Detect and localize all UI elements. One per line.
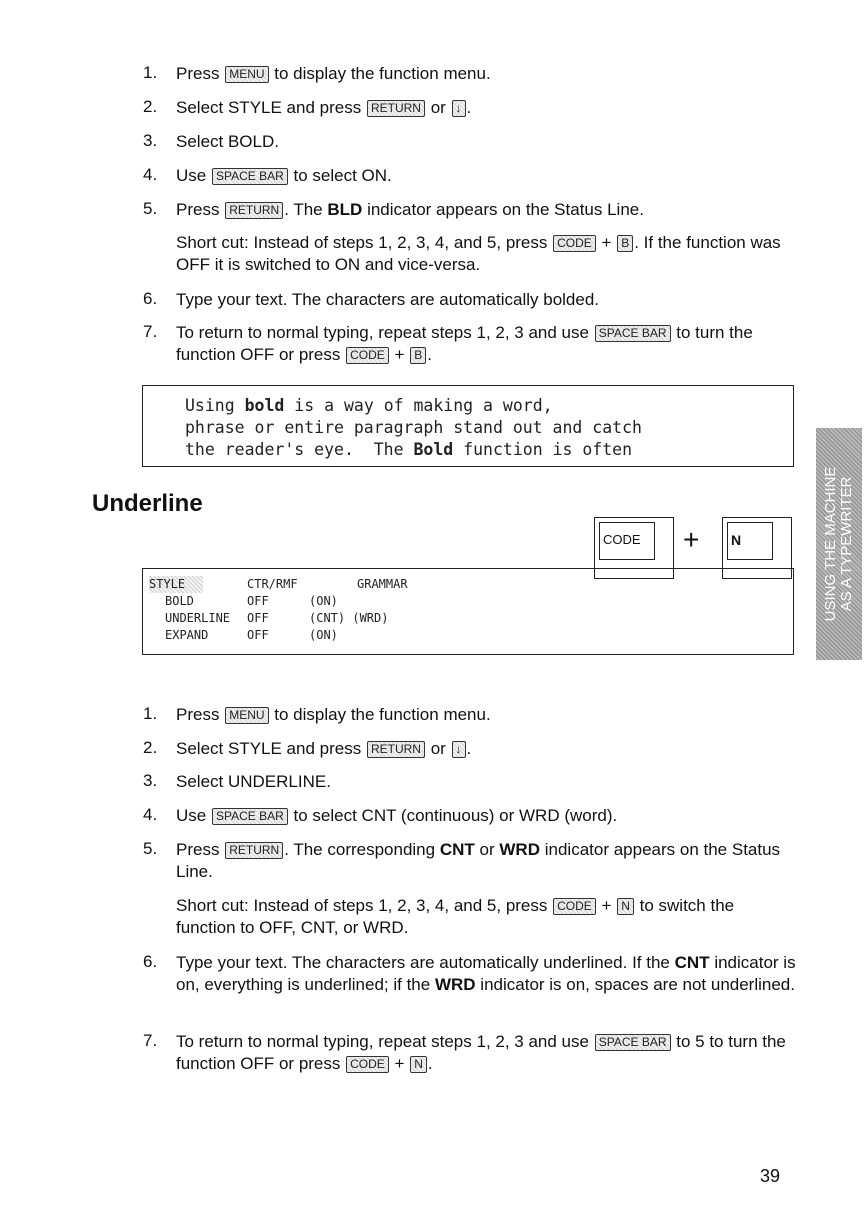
sample-line-3: the reader's eye. The Bold function is often — [185, 440, 633, 459]
underline-step-2: Select STYLE and press RETURN or ↓ . — [176, 739, 472, 758]
code-key-label: CODE — [599, 522, 655, 560]
b-key-icon: B — [617, 235, 633, 252]
sample-line-1: Using bold is a way of making a word, — [185, 396, 553, 415]
underline-step-3: Select UNDERLINE. — [176, 772, 331, 791]
step-number: 3. — [143, 771, 158, 790]
step-number: 4. — [143, 165, 158, 184]
underline-step-7: To return to normal typing, repeat steps 1, 2, 3 and use SPACE BAR to 5 to turn the function OFF or press CODE + N . — [176, 1032, 786, 1073]
step-number: 2. — [143, 97, 158, 116]
step-number: 7. — [143, 1031, 158, 1050]
step-number: 4. — [143, 805, 158, 824]
step-number: 6. — [143, 952, 158, 971]
bold-step-6: Type your text. The characters are automatically bolded. — [176, 290, 600, 309]
plus-sign: + — [683, 524, 700, 555]
menu-ctr-rmf: CTR/RMF — [247, 577, 298, 591]
underline-step-5: Press RETURN . The corresponding CNT or WRD indicator appears on the Status Line. — [176, 840, 781, 881]
page-number: 39 — [760, 1166, 781, 1186]
bold-step-2: Select STYLE and press RETURN or ↓ . — [176, 98, 472, 117]
space-bar-key-icon: SPACE BAR — [212, 808, 288, 825]
b-key-icon: B — [410, 347, 426, 364]
menu-expand: EXPAND — [165, 628, 209, 642]
space-bar-key-icon: SPACE BAR — [595, 1034, 671, 1051]
step-number: 6. — [143, 289, 158, 308]
menu-underline: UNDERLINE — [165, 611, 231, 625]
menu-bold-options: (ON) — [309, 594, 338, 608]
step-number: 1. — [143, 704, 158, 723]
code-key-icon: CODE — [553, 235, 596, 252]
code-key-icon: CODE — [346, 1056, 389, 1073]
code-key-icon: CODE — [346, 347, 389, 364]
bold-step-1: Press MENU to display the function menu. — [176, 64, 491, 83]
return-key-icon: RETURN — [367, 741, 425, 758]
style-menu-screen — [142, 568, 794, 655]
step-number: 7. — [143, 322, 158, 341]
bold-step-3: Select BOLD. — [176, 132, 279, 151]
bold-step-5: Press RETURN . The BLD indicator appears on the Status Line. — [176, 200, 644, 219]
menu-bold-value: OFF — [247, 594, 269, 608]
underline-step-4: Use SPACE BAR to select CNT (continuous) or WRD (word). — [176, 806, 618, 825]
n-key-icon: N — [410, 1056, 427, 1073]
underline-step-6: Type your text. The characters are automatically underlined. If the CNT indicator is on, everything is underlined; if the WRD indicator is on, spaces are not underlined. — [176, 953, 796, 994]
underline-shortcut: Short cut: Instead of steps 1, 2, 3, 4, and 5, press CODE + N to switch the function to OFF, CNT, or WRD. — [176, 896, 735, 937]
code-key-icon: CODE — [553, 898, 596, 915]
menu-key-icon: MENU — [225, 66, 268, 83]
space-bar-key-icon: SPACE BAR — [595, 325, 671, 342]
section-heading: Underline — [92, 490, 203, 517]
n-key-label: N — [727, 522, 773, 560]
bold-step-7: To return to normal typing, repeat steps 1, 2, 3 and use SPACE BAR to turn the function OFF or press CODE + B . — [176, 323, 753, 364]
n-key-icon: N — [617, 898, 634, 915]
menu-bold: BOLD — [165, 594, 194, 608]
down-arrow-key-icon: ↓ — [452, 100, 466, 117]
menu-expand-value: OFF — [247, 628, 269, 642]
underline-step-1: Press MENU to display the function menu. — [176, 705, 491, 724]
step-number: 5. — [143, 199, 158, 218]
menu-style: STYLE — [149, 576, 203, 593]
space-bar-key-icon: SPACE BAR — [212, 168, 288, 185]
step-number: 3. — [143, 131, 158, 150]
menu-underline-value: OFF — [247, 611, 269, 625]
bold-shortcut: Short cut: Instead of steps 1, 2, 3, 4, and 5, press CODE + B . If the function was OFF it is switched to ON and vice-versa. — [176, 233, 781, 274]
sample-line-2: phrase or entire paragraph stand out and catch — [185, 418, 642, 437]
step-number: 1. — [143, 63, 158, 82]
bold-sample-screen — [142, 385, 794, 467]
return-key-icon: RETURN — [225, 202, 283, 219]
return-key-icon: RETURN — [225, 842, 283, 859]
step-number: 2. — [143, 738, 158, 757]
menu-expand-options: (ON) — [309, 628, 338, 642]
down-arrow-key-icon: ↓ — [452, 741, 466, 758]
menu-key-icon: MENU — [225, 707, 268, 724]
chapter-tab-label: USING THE MACHINE AS A TYPEWRITER — [822, 466, 855, 622]
chapter-side-tab — [816, 428, 862, 660]
bold-step-4: Use SPACE BAR to select ON. — [176, 166, 392, 185]
menu-underline-options: (CNT) (WRD) — [309, 611, 389, 625]
step-number: 5. — [143, 839, 158, 858]
menu-grammar: GRAMMAR — [357, 577, 408, 591]
return-key-icon: RETURN — [367, 100, 425, 117]
